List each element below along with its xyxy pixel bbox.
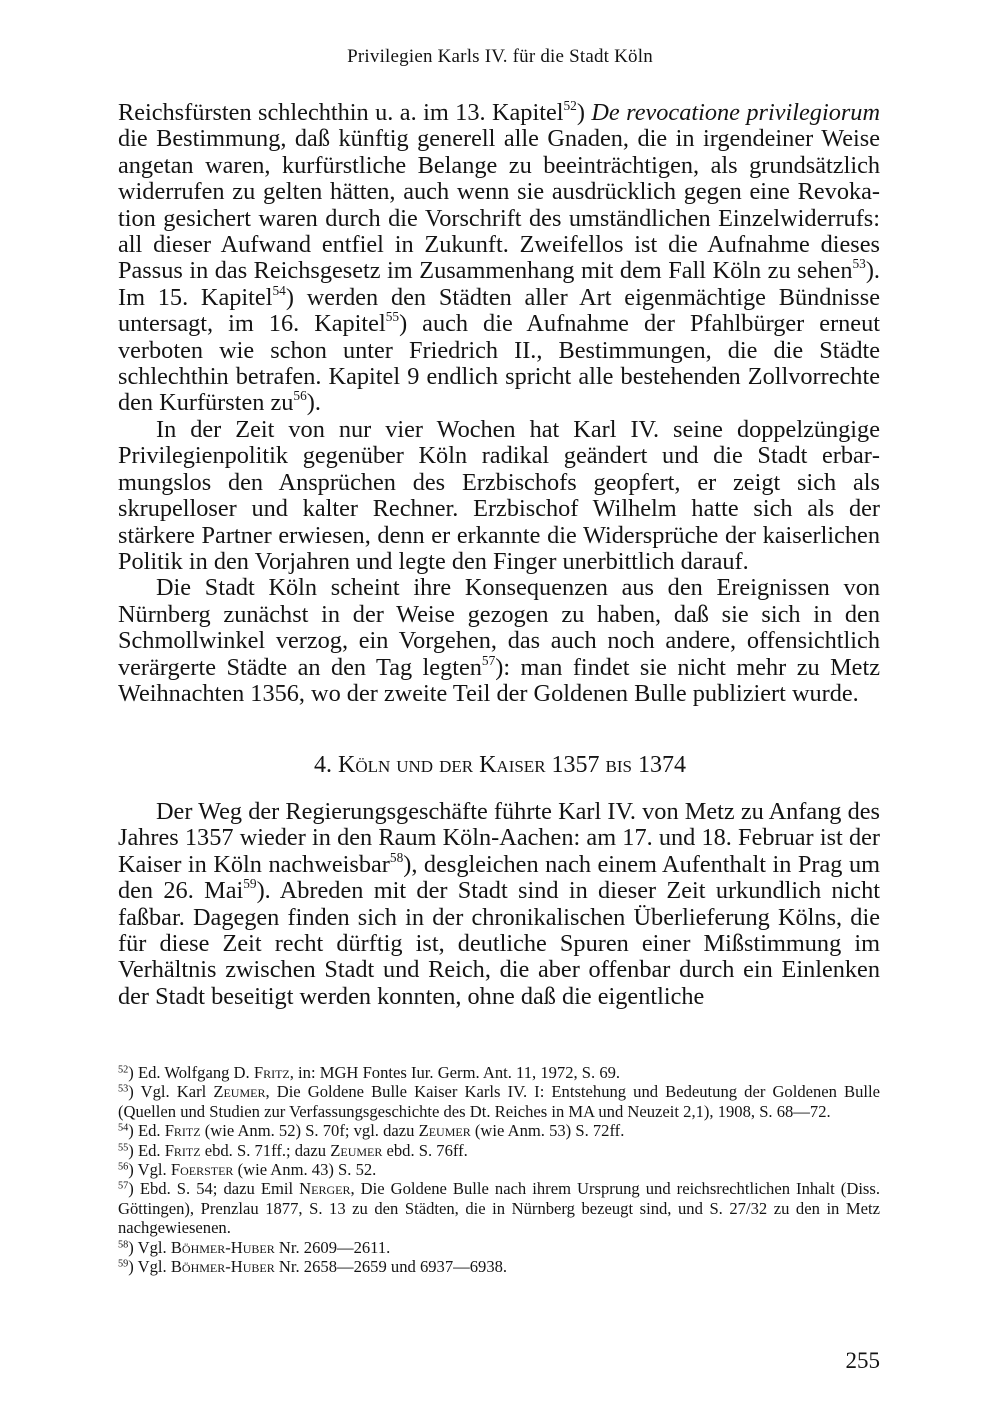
- footnote-text: ) Vgl.: [128, 1160, 171, 1180]
- footnote-text: , in: MGH Fontes Iur. Germ. Ant. 11, 1972, S. 69.: [289, 1063, 621, 1082]
- body-text: [118, 97, 881, 707]
- paragraph-text: Reichsfürsten schlechthin u. a. im 13. Kapitel: [118, 99, 564, 126]
- footnote-52: [118, 1063, 880, 1082]
- footnote-text: , Die Goldene Bulle Kaiser Karls IV. I: Entstehung und Bedeutung der Goldenen Bulle (Quellen und Studien zur Verfassungsgeschichte des Dt. Reiches in MA und Neuzeit 2,1), 1908, S. 68—72.: [118, 1082, 880, 1121]
- paragraph-text: ) werden den Städten aller Art eigenmächtige Bündnisse untersagt, im 16. Kapitel: [118, 283, 880, 338]
- author-name: Böhmer-Huber: [170, 1257, 275, 1277]
- footnote-text: , Die Goldene Bulle nach ihrem Ursprung und reichsrechtlichen Inhalt (Diss. Göttingen), Prenzlau 1877, S. 13 zu den Städten, die in Nürnberg bezeugt sind, und S. 27/32 zu den in Metz nachgewiesenen.: [118, 1179, 880, 1238]
- footnote-number: 58: [118, 1239, 129, 1250]
- footnote-number: 59: [118, 1258, 129, 1270]
- paragraph-text: ), desgleichen nach einem Aufenthalt in Prag um den 26. Mai: [118, 850, 880, 905]
- footnote-57: [118, 1179, 880, 1237]
- footnote-text: Nr. 2658—2659 und 6937—6938.: [274, 1257, 508, 1277]
- footnote-53: [118, 1082, 880, 1121]
- footnote-55: [118, 1141, 880, 1160]
- footnote-text: ) Ed.: [128, 1121, 165, 1141]
- paragraph-text: die Bestimmung, daß künftig generell alle Gnaden, die in irgendeiner Weise angetan waren, kurfürstliche Belange zu beeinträchtigen, als grundsätzlich widerrufen zu gelten hätten, auch wenn sie ausdrücklich gegen eine Revokation gesichert waren durch die Vorschrift des umständlichen Einzelwiderrufs: all dieser Aufwand entfiel in Zukunft. Zweifellos ist die Aufnahme dieses Passus in das Reichsgesetz im Zusammenhang mit dem Fall Köln zu sehen: [118, 125, 880, 285]
- author-name: Fritz: [164, 1121, 201, 1141]
- paragraph-2: In der Zeit von nur vier Wochen hat Karl IV. seine doppelzüngige Privilegienpolitik gegenüber Köln radikal geändert und die Stadt erbarmungslos den Ansprüchen des Erzbischofs geopfert, er zeigt sich als skrupelloser und kalter Rechner. Erzbischof Wilhelm hatte sich als der stärkere Partner erwiesen, denn er erkannte die Widersprüche der kaiserlichen Politik in den Vorjahren und legte den Finger unerbittlich darauf.: [118, 415, 880, 575]
- footnote-ref-53[interactable]: 53: [852, 256, 866, 272]
- footnote-text: ) Ed. Wolfgang D.: [128, 1063, 254, 1082]
- paragraph-text: Der Weg der Regierungsgeschäfte führte Karl IV. von Metz zu Anfang des Jahres 1357 wieder in den Raum Köln-Aachen: am 17. und 18. Februar ist der Kaiser in Köln nachweisbar: [118, 798, 880, 878]
- running-head: Privilegien Karls IV. für die Stadt Köln: [347, 46, 653, 67]
- author-name: Zeumer: [330, 1140, 383, 1160]
- footnote-number: 56: [118, 1161, 129, 1173]
- footnote-text: ) Vgl.: [128, 1257, 171, 1277]
- footnote-58: [118, 1238, 880, 1257]
- author-name: Zeumer: [213, 1082, 266, 1102]
- footnote-number: 52: [118, 1064, 129, 1076]
- footnote-number: 54: [118, 1122, 129, 1134]
- author-name: Zeumer: [418, 1121, 471, 1141]
- footnote-59: [118, 1257, 880, 1276]
- footnote-54: [118, 1121, 880, 1140]
- paragraph-text: ): [576, 99, 592, 126]
- footnote-56: [118, 1160, 880, 1179]
- section-heading: 4. Köln und der Kaiser 1357 bis 1374: [313, 752, 686, 778]
- footnote-number: 57: [118, 1180, 129, 1192]
- latin-chapter-title: De revocatione privilegiorum: [591, 99, 881, 126]
- footnote-ref-56[interactable]: 56: [293, 388, 307, 404]
- page-number: 255: [845, 1348, 880, 1373]
- author-name: Fritz: [253, 1063, 290, 1082]
- footnote-text: ) Vgl. Karl: [128, 1082, 214, 1102]
- footnote-ref-54[interactable]: 54: [272, 282, 286, 298]
- footnote-number: 55: [118, 1141, 129, 1153]
- section-body: [118, 799, 880, 1010]
- footnote-ref-55[interactable]: 55: [385, 309, 400, 325]
- paragraph-1: [118, 97, 881, 417]
- footnote-ref-52[interactable]: 52: [563, 97, 577, 113]
- paragraph-text: Die Stadt Köln scheint ihre Konsequenzen aus den Ereignissen von Nürnberg zunächst in der Weise gezogen zu haben, daß sie sich in den Schmollwinkel verzog, ein Vorgehen, das auch noch andere, offensichtlich verärgerte Städte an den Tag legten: [118, 574, 880, 681]
- paragraph-text: ) auch die Aufnahme der Pfahlbürger erneut verboten wie schon unter Friedrich II., Bestimmungen, die die Städte schlechthin betrafen. Kapitel 9 endlich spricht alle bestehenden Zollvorrechte den Kurfürsten zu: [118, 310, 880, 417]
- footnote-ref-59[interactable]: 59: [243, 876, 257, 892]
- footnotes: [118, 1063, 880, 1276]
- footnote-ref-57[interactable]: 57: [481, 652, 496, 668]
- author-name: Fritz: [164, 1140, 201, 1160]
- footnote-text: Nr. 2609—2611.: [274, 1237, 391, 1257]
- footnote-text: ) Ebd. S. 54; dazu Emil: [128, 1179, 300, 1199]
- footnote-text: ) Ed.: [128, 1140, 165, 1160]
- footnote-text: (wie Anm. 53) S. 72ff.: [470, 1121, 625, 1141]
- footnote-text: (wie Anm. 43) S. 52.: [233, 1160, 377, 1180]
- author-name: Böhmer-Huber: [170, 1237, 275, 1257]
- paragraph-4: [118, 799, 880, 1010]
- footnote-text: ) Vgl.: [128, 1237, 171, 1257]
- paragraph-text: ).: [306, 389, 321, 417]
- footnote-ref-58[interactable]: 58: [389, 849, 404, 865]
- author-name: Foerster: [170, 1160, 234, 1180]
- footnote-text: (wie Anm. 52) S. 70f; vgl. dazu: [200, 1121, 419, 1141]
- footnote-text: ebd. S. 76ff.: [382, 1140, 468, 1160]
- footnote-number: 53: [118, 1083, 129, 1095]
- paragraph-text: ): man findet sie nicht mehr zu Metz Weihnachten 1356, wo der zweite Teil der Goldenen Bulle publiziert wurde.: [118, 653, 880, 707]
- author-name: Nerger: [299, 1179, 351, 1199]
- paragraph-text: ). Abreden mit der Stadt sind in dieser Zeit urkundlich nicht faßbar. Dagegen finden sich in der chronikalischen Überlieferung Kölns, die für diese Zeit recht dürftig ist, deutliche Spuren einer Mißstimmung im Verhältnis zwischen Stadt und Reich, die aber offenbar durch ein Einlenken der Stadt beseitigt werden konnten, ohne daß die eigentliche: [118, 877, 880, 1010]
- paragraph-text: ). Im 15. Kapitel: [118, 257, 880, 311]
- paragraph-3: [118, 575, 880, 707]
- footnote-text: ebd. S. 71ff.; dazu: [200, 1140, 331, 1160]
